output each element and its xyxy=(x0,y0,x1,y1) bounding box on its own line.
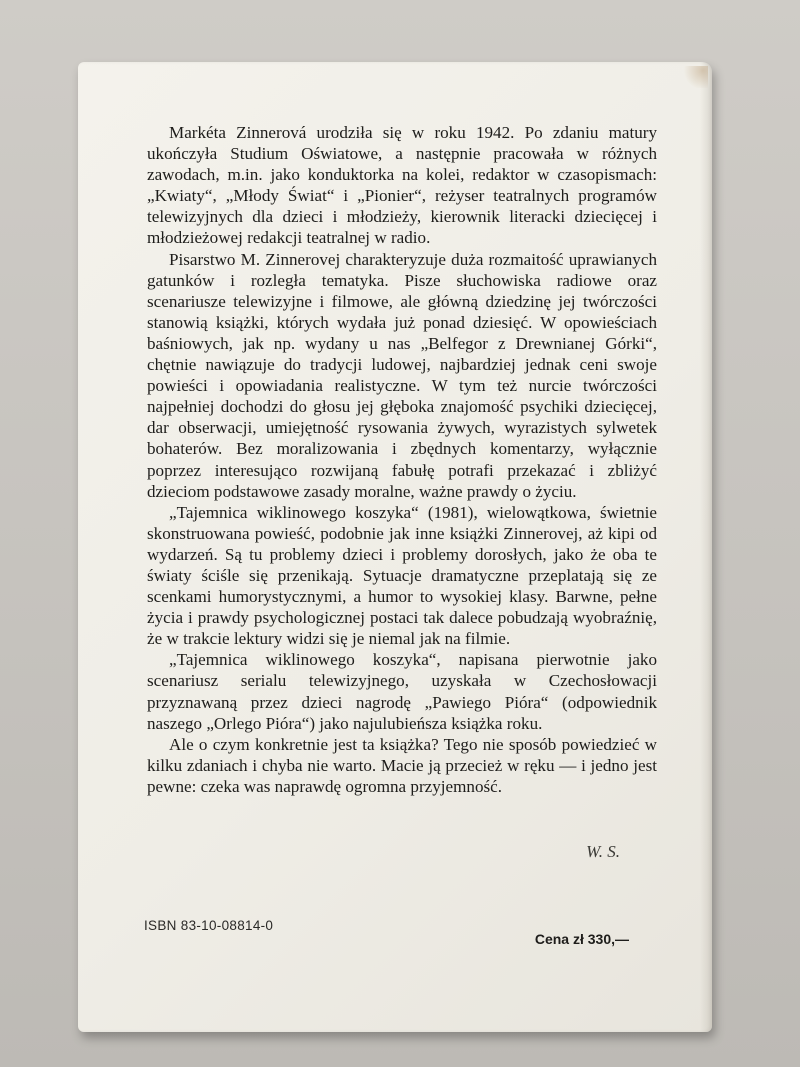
paragraph-closing: Ale o czym konkretnie jest ta książka? Tego nie sposób powiedzieć w kilku zdaniach i chyba nie warto. Macie ją przecież w ręku — i jedno jest pewne: czeka was naprawdę ogromna przyjemność. xyxy=(147,734,657,796)
blurb-text xyxy=(147,122,657,797)
corner-wear xyxy=(682,66,708,88)
cover-edge-shading xyxy=(700,62,712,1032)
book-back-cover xyxy=(78,62,712,1032)
price-label: Cena zł 330,— xyxy=(534,931,629,947)
paragraph-award: „Tajemnica wiklinowego koszyka“, napisana pierwotnie jako scenariusz serialu telewizyjnego, uzyskała w Czechosłowacji przyznawaną przez dzieci nagrodę „Pawiego Pióra“ (odpowiednik naszego „Orlego Pióra“) jako najulubieńsza książka roku. xyxy=(147,650,657,733)
paragraph-writing-style: Pisarstwo M. Zinnerovej charakteryzuje duża rozmaitość uprawianych gatunków i rozległa tematyka. Pisze słuchowiska radiowe oraz scenariusze telewizyjne i filmowe, ale główną dziedzinę jej twórczości stanowią książki, których wydała już ponad dziesięć. W opowieściach baśniowych, jak np. wydany u nas „Belfegor z Drewnianej Górki“, chętnie nawiązuje do tradycji ludowej, najbardziej jednak ceni swoje powieści i opowiadania realistyczne. W tym też nurcie twórczości najpełniej dochodzi do głosu jej głęboka znajomość psychiki dziecięcej, dar obserwacji, umiejętność rysowania żywych, wyrazistych sylwetek bohaterów. Bez moralizowania i zbędnych komentarzy, wyłącznie poprzez interesująco rozwijaną fabułę potrafi przekazać i zbliżyć dzieciom podstawowe zasady moralne, ważne prawdy o życiu. xyxy=(147,249,657,501)
paragraph-author-bio: Markéta Zinnerová urodziła się w roku 1942. Po zdaniu matury ukończyła Studium Oświatowe, a następnie pracowała w różnych zawodach, m.in. jako konduktorka na kolei, redaktor w czasopismach: „Kwiaty“, „Młody Świat“ i „Pionier“, reżyser teatralnych programów telewizyjnych dla dzieci i młodzieży, kierownik literacki dziecięcej i młodzieżowej redakcji teatralnej w radio. xyxy=(147,123,657,248)
isbn-number: ISBN 83-10-08814-0 xyxy=(144,918,274,933)
signature-initials: W. S. xyxy=(586,842,620,861)
paragraph-novel-description: „Tajemnica wiklinowego koszyka“ (1981), wielowątkowa, świetnie skonstruowana powieść, podobnie jak inne książki Zinnerovej, aż kipi od wydarzeń. Są tu problemy dzieci i problemy dorosłych, jako że oba te światy ściśle się przenikają. Sytuacje dramatyczne przeplatają się ze scenkami humorystycznymi, a humor to wysokiej klasy. Barwne, pełne życia i prawdy psychologicznej postaci tak dalece pobudzają wyobraźnię, że w trakcie lektury widzi się je niemal jak na filmie. xyxy=(147,502,657,649)
